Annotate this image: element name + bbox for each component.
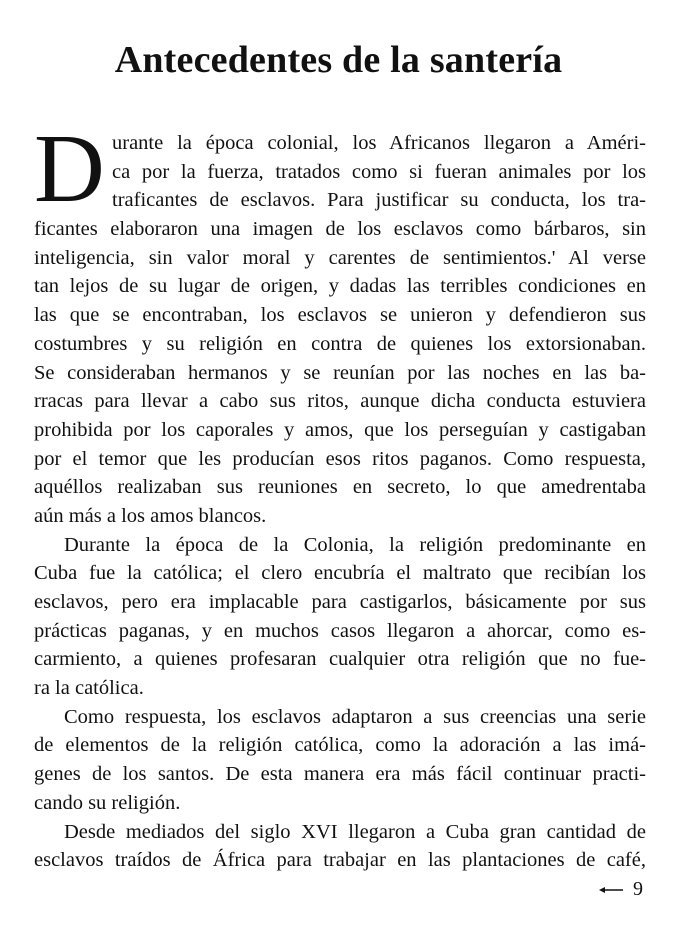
body-text xyxy=(34,129,646,875)
text-line: genes de los santos. De esta manera era más fácil continuar practi- xyxy=(34,763,646,786)
page-footer xyxy=(599,878,643,901)
text-line: Cuba fue la católica; el clero encubría el maltrato que recibían los xyxy=(34,562,646,585)
page-title: Antecedentes de la santería xyxy=(114,39,563,81)
text-line: Desde mediados del siglo XVI llegaron a Cuba gran cantidad de xyxy=(64,820,646,843)
text-line: prohibida por los caporales y amos, que los perseguían y castigaban xyxy=(34,418,646,441)
text-line: Se consideraban hermanos y se reunían por las noches en las ba- xyxy=(34,361,646,384)
text-line: costumbres y su religión en contra de quienes los extorsionaban. xyxy=(34,332,646,355)
text-line: carmiento, a quienes profesaran cualquier otra religión que no fue- xyxy=(34,648,646,671)
text-line: aún más a los amos blancos. xyxy=(34,504,267,527)
text-line: inteligencia, sin valor moral y carentes de sentimientos.' Al verse xyxy=(34,246,646,269)
text-line: por el temor que les producían esos ritos paganos. Como respuesta, xyxy=(34,447,646,470)
text-line: ficantes elaboraron una imagen de los esclavos como bárbaros, sin xyxy=(34,218,646,241)
text-line: cando su religión. xyxy=(34,791,181,814)
text-line: esclavos, pero era implacable para castigarlos, básicamente por sus xyxy=(34,591,646,613)
page-number: 9 xyxy=(633,878,643,900)
text-line: urante la época colonial, los Africanos llegaron a Améri- xyxy=(112,132,646,154)
text-line: prácticas paganas, y en muchos casos llegaron a ahorcar, como es- xyxy=(34,619,646,642)
text-line: las que se encontraban, los esclavos se unieron y defendieron sus xyxy=(34,304,646,327)
text-line: ra la católica. xyxy=(34,677,144,700)
text-line: rracas para llevar a cabo sus ritos, aunque dicha conducta estuviera xyxy=(34,390,646,413)
text-line: ca por la fuerza, tratados como si fueran animales por los xyxy=(112,160,646,183)
arrow-dash-ornament-icon xyxy=(599,885,623,895)
text-line: esclavos traídos de África para trabajar en las plantaciones de café, xyxy=(34,849,646,872)
text-line: aquéllos realizaban sus reuniones en secreto, lo que amedrentaba xyxy=(34,476,646,499)
text-line: Como respuesta, los esclavos adaptaron a sus creencias una serie xyxy=(64,705,646,728)
text-line: tan lejos de su lugar de origen, y dadas las terribles condiciones en xyxy=(34,275,646,298)
text-line: Durante la época de la Colonia, la religión predominante en xyxy=(64,533,646,556)
text-line: de elementos de la religión católica, como la adoración a las imá- xyxy=(34,734,646,757)
drop-cap-letter: D xyxy=(34,115,105,223)
text-line: traficantes de esclavos. Para justificar su conducta, los tra- xyxy=(112,189,646,212)
